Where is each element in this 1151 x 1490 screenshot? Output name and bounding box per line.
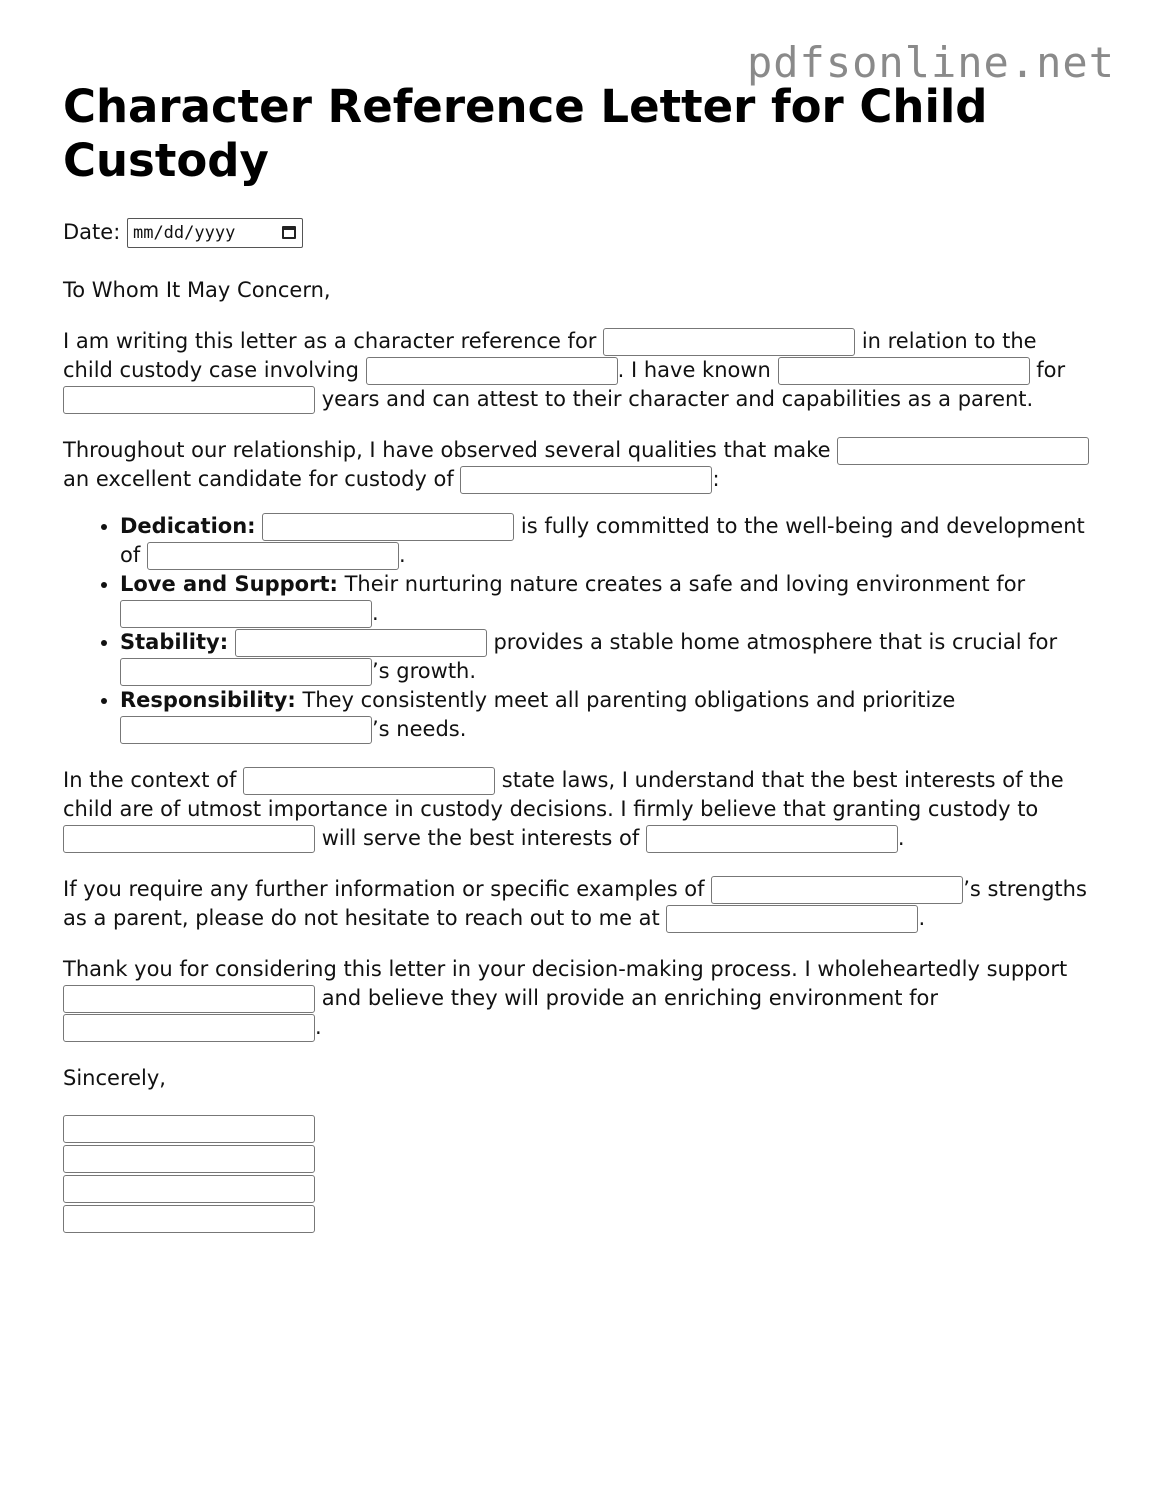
love-text-2: . — [372, 601, 379, 625]
page-title: Character Reference Letter for Child Custody — [63, 80, 988, 187]
p4-text-2: ’s strengths as a parent, please do not hesitate to reach out to me at — [63, 877, 1087, 930]
environment-child-field[interactable] — [63, 1014, 315, 1042]
dedication-name-field[interactable] — [262, 513, 514, 541]
paragraph-state-laws — [63, 766, 1093, 853]
letter-page — [63, 80, 1093, 1235]
love-child-field[interactable] — [120, 600, 372, 628]
p5-text-2: and believe they will provide an enriching environment for — [321, 986, 939, 1010]
paragraph-qualities-intro — [63, 436, 1093, 494]
responsibility-label: Responsibility: — [120, 688, 296, 712]
dedication-text-1: is fully committed to the well-being and development of — [120, 514, 1085, 567]
closing: Sincerely, — [63, 1066, 166, 1090]
dedication-text-2: . — [398, 543, 406, 567]
child-name-field[interactable] — [460, 466, 712, 494]
list-item-responsibility — [120, 686, 1093, 744]
years-known-field[interactable] — [63, 386, 315, 414]
known-person-field[interactable] — [778, 357, 1030, 385]
date-row — [63, 218, 1093, 248]
stability-name-field[interactable] — [235, 629, 487, 657]
date-label: Date: — [63, 220, 121, 244]
list-item-stability — [120, 628, 1093, 686]
dedication-child-field[interactable] — [147, 542, 399, 570]
signature-name-field[interactable] — [63, 1115, 315, 1143]
stability-child-field[interactable] — [120, 658, 372, 686]
signature-line-4-field[interactable] — [63, 1205, 315, 1233]
p1-text-4: for — [1036, 358, 1066, 382]
stability-text-2: ’s growth. — [372, 659, 477, 683]
watermark: pdfsonline.net — [746, 38, 1115, 87]
responsibility-child-field[interactable] — [120, 716, 372, 744]
contact-info-field[interactable] — [666, 905, 918, 933]
p4-text-1: If you require any further information or specific examples of — [63, 877, 705, 901]
stability-label: Stability: — [120, 630, 229, 654]
p5-text-1: Thank you for considering this letter in your decision-making process. I wholeheartedly support — [63, 957, 1068, 981]
love-text-1: Their nurturing nature creates a safe and loving environment for — [344, 572, 1026, 596]
candidate-name-field-2[interactable] — [837, 437, 1089, 465]
p4-text-3: . — [918, 906, 926, 930]
stability-text-1: provides a stable home atmosphere that is crucial for — [493, 630, 1058, 654]
p1-text-3: . I have known — [617, 358, 771, 382]
love-label: Love and Support: — [120, 572, 338, 596]
p2-text-2: an excellent candidate for custody of — [63, 467, 454, 491]
p3-text-1: In the context of — [63, 768, 237, 792]
candidate-name-field[interactable] — [603, 328, 855, 356]
signature-line-2-field[interactable] — [63, 1145, 315, 1173]
qualities-list — [63, 512, 1093, 744]
p5-text-3: . — [315, 1015, 322, 1039]
signature-line-3-field[interactable] — [63, 1175, 315, 1203]
paragraph-thanks — [63, 955, 1093, 1042]
list-item-dedication — [120, 512, 1093, 570]
custody-name-field[interactable] — [63, 825, 315, 853]
p1-text-5: years and can attest to their character and capabilities as a parent. — [321, 387, 1034, 411]
best-interest-child-field[interactable] — [646, 825, 898, 853]
responsibility-text-2: ’s needs. — [372, 717, 467, 741]
date-placeholder: mm/dd/yyyy — [132, 223, 236, 243]
list-item-love-support — [120, 570, 1093, 628]
p1-text-2: in relation to the child custody case involving — [63, 329, 1037, 382]
case-parties-field[interactable] — [366, 357, 618, 385]
paragraph-contact — [63, 875, 1093, 933]
support-name-field[interactable] — [63, 985, 315, 1013]
calendar-icon[interactable] — [282, 226, 296, 239]
p3-text-3: will serve the best interests of — [321, 826, 640, 850]
salutation: To Whom It May Concern, — [63, 278, 331, 302]
p2-text-1: Throughout our relationship, I have observed several qualities that make — [63, 438, 831, 462]
examples-name-field[interactable] — [711, 876, 963, 904]
p1-text-1: I am writing this letter as a character reference for — [63, 329, 597, 353]
date-input[interactable] — [127, 218, 303, 248]
p3-text-2: state laws, I understand that the best interests of the child are of utmost importance in custody decisions. I firmly believe that granting custody to — [63, 768, 1064, 821]
p2-text-3: : — [712, 467, 720, 491]
paragraph-intro — [63, 327, 1093, 414]
state-field[interactable] — [243, 767, 495, 795]
signature-block — [63, 1115, 1093, 1233]
responsibility-text-1: They consistently meet all parenting obligations and prioritize — [302, 688, 956, 712]
p3-text-4: . — [897, 826, 905, 850]
dedication-label: Dedication: — [120, 514, 256, 538]
